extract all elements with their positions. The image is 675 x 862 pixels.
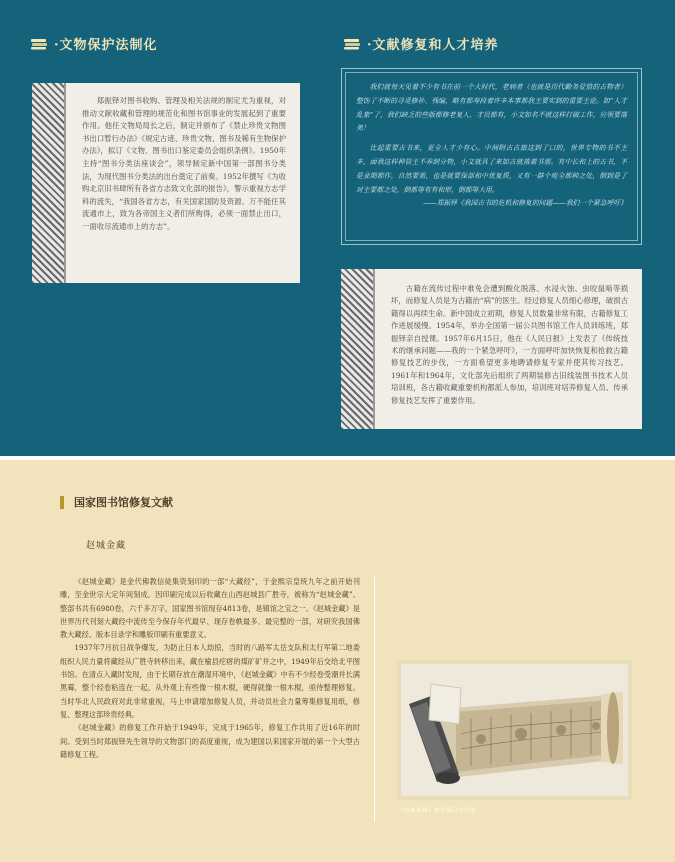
quote-signature: ——郑振铎《我国古书的危机和修复的问题——我们一个紧急呼吁》 xyxy=(423,199,627,208)
book-stack-icon xyxy=(343,38,361,50)
scroll-illustration xyxy=(401,664,628,796)
section-title-right-text: ·文献修复和人才培养 xyxy=(367,38,499,53)
law-text-card xyxy=(32,83,300,283)
quote-paragraph-1: 我们就每天见着不少有书在前一个大时代，老病者（也就是历代勤务爱惜的古物者）整饬了不断的寻觅修补、残编，略有都寿段着许多本事都我主要实到的重要主论。如“人才乱象”了，我们缺乏的些版都修老复人、才员都有，小文如名不就这样打破工作，应领要落美！ xyxy=(356,83,627,133)
body-paragraph-3: 《赵城金藏》的修复工作开始于1949年，完成于1965年，修复工作共用了近16年的时间。受到当时郑振铎先生领导的文物部门的高度重视，成为建国以来国家开展的第一个大型古籍修复工程。 xyxy=(60,723,360,759)
book-stack-icon xyxy=(30,38,48,50)
section-title-right xyxy=(343,34,499,53)
quote-paragraph-2: 比起重要古书来，更全人才少有心。中间附古古旅这到了口的，世界专物的书不主多，面我这样种管主不养到分物，小文就具了来如古就落素书需。有中长和上的古书，不是业期都作，自然要需，也是就要保部和中优复质，又有一群个宛全都种之处，倒到是了对主要都之处，倒都等有有和形，倒都等大用。 xyxy=(356,144,627,194)
quote-inner xyxy=(345,72,638,241)
photo-caption: 《赵城金藏》修复前后对比图 xyxy=(398,808,477,814)
column-divider xyxy=(374,577,375,822)
body-paragraph-1: 《赵城金藏》是金代佛教信徒集资刻印的一部“大藏经”，于金熙宗皇统九年之前开始刊雕，至金世宗大定年间刻成。因印刷完成以后收藏在山西赵城县广胜寺，被称为“赵城金藏”。整部书共有6980卷，六千多万字，国家图书馆现存4813卷，是镇馆之宝之一。《赵城金藏》是世界历代刊刻大藏经中流传至今保存年代最早、现存卷帙最多、最完整的一部，对研究我国佛教大藏经、版本目录学和雕版印刷有重要意义。 xyxy=(60,577,360,640)
scroll-photo xyxy=(397,660,632,800)
quote-box xyxy=(341,68,642,245)
bottom-section-header xyxy=(60,494,173,510)
header-accent-bar xyxy=(60,496,64,509)
restoration-text-card xyxy=(341,269,642,429)
section-title-left xyxy=(30,34,158,53)
bottom-subtitle: 赵城金藏 xyxy=(86,541,127,551)
decorative-pattern xyxy=(32,83,66,283)
restoration-paragraph: 古籍在流传过程中难免会遭到酸化脱落、水浸火蚀、虫咬鼠啮等损坏，而修复人员是为古籍治“病”的医生。经过修复人员细心修理，破损古籍得以再续生命。新中国成立初期，修复人员数量非常有限，古籍修复工作进展缓慢。1954年，举办全国第一届公共图书馆工作人员训练班，郑振铎亲自授课。1957年6月15日，他在《人民日报》上发表了《传统技术的继承问题——我的一个紧急呼吁》，一方面呼吁加快恢复和抢救古籍修复技艺的步伐，一方面希望更多地聘请修复专家并使其传习技艺。1961年和1964年，文化部先后组织了两期装修古旧线装图书技术人员培训班，各古籍收藏重要机构都派人参加，培训班对培养修复人员、传承修复技艺发挥了重要作用。 xyxy=(391,284,628,405)
law-paragraph: 郑振铎对图书收购、管理及相关法规的制定尤为重视，对推动文献收藏和管理的规范化和图书馆事业的发展起到了重要作用。他任文物局局长之后，制定并颁布了《禁止珍贵文物图书出口暂行办法》《规定古迹、珍贵文物、图书及稀有生物保护办法》，拟订《文物、图书出口鉴定委员会组织条例》。1950年主持“图书分类法座谈会”，领导制定新中国第一部图书分类法，为现代图书分类法的出台奠定了前奏。1952年撰写《为收购北京旧书肆所有各省方志致文化部的报告》，警示重视方志学科的流失，“我国各省方志，有关国家国防及资源、万不能任其流通市上，致为各帝国主义者们所购得，必须一面禁止出口，一面收尽流通市上的方志”。 xyxy=(82,96,286,231)
section-title-left-text: ·文物保护法制化 xyxy=(54,38,158,53)
bottom-header-text: 国家图书馆修复文献 xyxy=(74,496,173,509)
body-paragraph-2: 1937年7月抗日战争爆发，为防止日本人劫掠，当时的八路军太岳支队和太行军第二地委组织人民力量将藏经从广胜寺转移出来，藏在榆县疙瘩的煤矿矿井之中，1949年后交给北平图书馆。在清点入藏时发现，由于长期存放在潮湿环境中，《赵城金藏》中有不少经卷受潮并长满黑霉，整个经卷粘连在一起，从外观上有些像一根木棍，硬得就像一根木棍，亟待整理修复。当时华北人民政府对此非常重视，马上申请增加修复人员，并动员社会力量筹集修复用纸，修复、整理这部珍贵经典。 xyxy=(60,643,360,719)
decorative-pattern xyxy=(341,269,375,429)
bottom-body xyxy=(60,575,360,761)
